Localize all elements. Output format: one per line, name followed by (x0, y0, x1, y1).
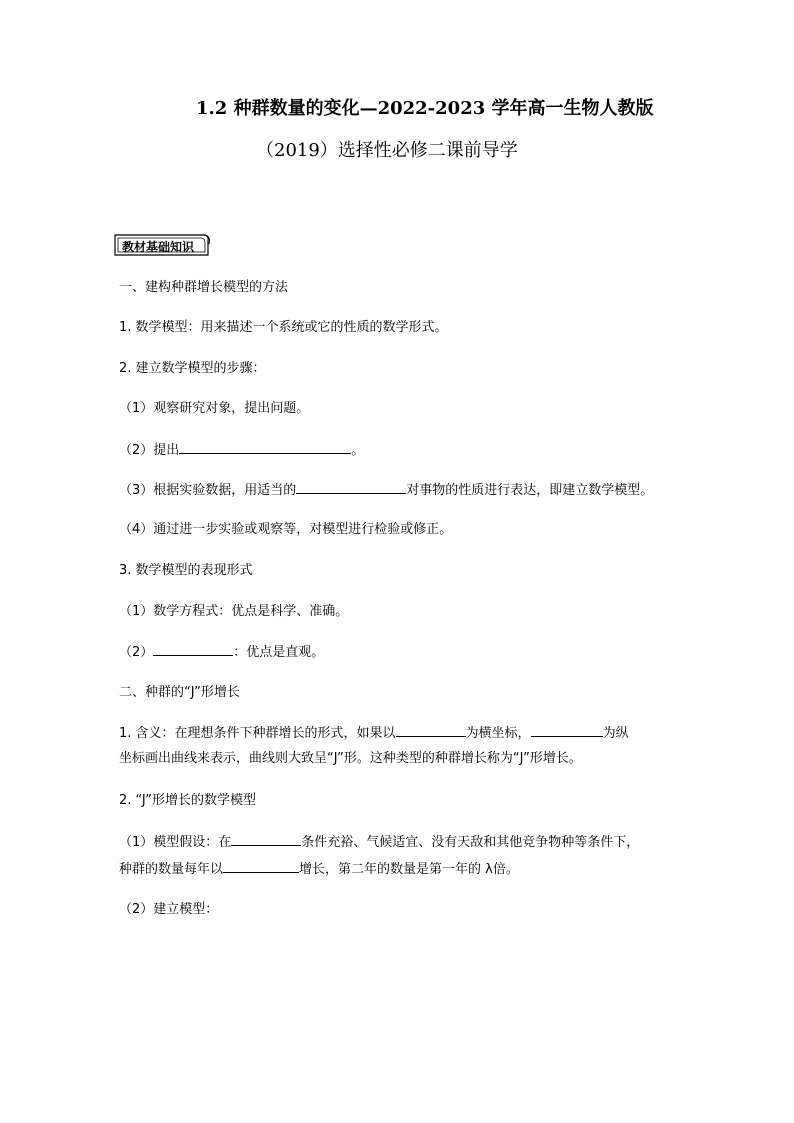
text-line: 坐标画出曲线来表示，曲线则大致呈“J”形。这种类型的种群增长称为“J”形增长。 (119, 751, 582, 766)
text-fragment: 。 (351, 443, 365, 458)
text-line: （4）通过进一步实验或观察等，对模型进行检验或修正。 (119, 522, 453, 537)
text-line: （1）数学方程式：优点是科学、准确。 (119, 604, 349, 619)
fill-blank (223, 860, 299, 873)
text-fragment: 种群的数量每年以 (119, 862, 224, 877)
fill-blank (531, 724, 603, 737)
text-line-with-blank (119, 860, 519, 879)
text-fragment: 条件充裕、气候适宜、没有天敌和其他竞争物种等条件下， (301, 835, 640, 850)
text-line: 3. 数学模型的表现形式 (119, 563, 253, 578)
text-fragment: 1. 含义：在理想条件下种群增长的形式，如果以 (119, 726, 396, 741)
text-fragment: 对事物的性质进行表达，即建立数学模型。 (406, 483, 654, 498)
heading-section-2: 二、种群的“J”形增长 (119, 685, 240, 700)
text-fragment: 增长，第二年的数量是第一年的 λ倍。 (299, 862, 519, 877)
text-line: 1. 数学模型：用来描述一个系统或它的性质的数学形式。 (119, 320, 448, 335)
text-fragment: 为纵 (602, 726, 629, 741)
text-line: 2. “J”形增长的数学模型 (119, 793, 257, 808)
text-line-with-blank (119, 833, 639, 852)
text-line-with-blank (119, 441, 364, 460)
heading-section-1: 一、建构种群增长模型的方法 (119, 280, 289, 295)
text-line-with-blank (119, 643, 324, 662)
text-fragment: ：优点是直观。 (233, 645, 325, 660)
text-fragment: （2）提出 (119, 443, 180, 458)
text-fragment: （3）根据实验数据，用适当的 (119, 483, 297, 498)
document-title-line-2: （2019）选择性必修二课前导学 (256, 140, 518, 161)
fill-blank (396, 724, 466, 737)
text-fragment: （2） (119, 645, 154, 660)
text-fragment: 为横坐标， (465, 726, 531, 741)
text-line: （2）建立模型： (119, 902, 219, 917)
section-badge (112, 232, 212, 259)
fill-blank (179, 441, 351, 454)
fill-blank (231, 833, 301, 846)
text-line: （1）观察研究对象，提出问题。 (119, 401, 310, 416)
text-line-with-blank (119, 724, 629, 743)
fill-blank (153, 643, 233, 656)
text-line-with-blank (119, 481, 653, 500)
text-fragment: （1）模型假设：在 (119, 835, 232, 850)
document-title-line-1: 1.2 种群数量的变化—2022-2023 学年高一生物人教版 (196, 98, 654, 119)
fill-blank (296, 481, 406, 494)
text-line: 2. 建立数学模型的步骤： (119, 361, 266, 376)
section-badge-label: 教材基础知识 (122, 240, 195, 254)
